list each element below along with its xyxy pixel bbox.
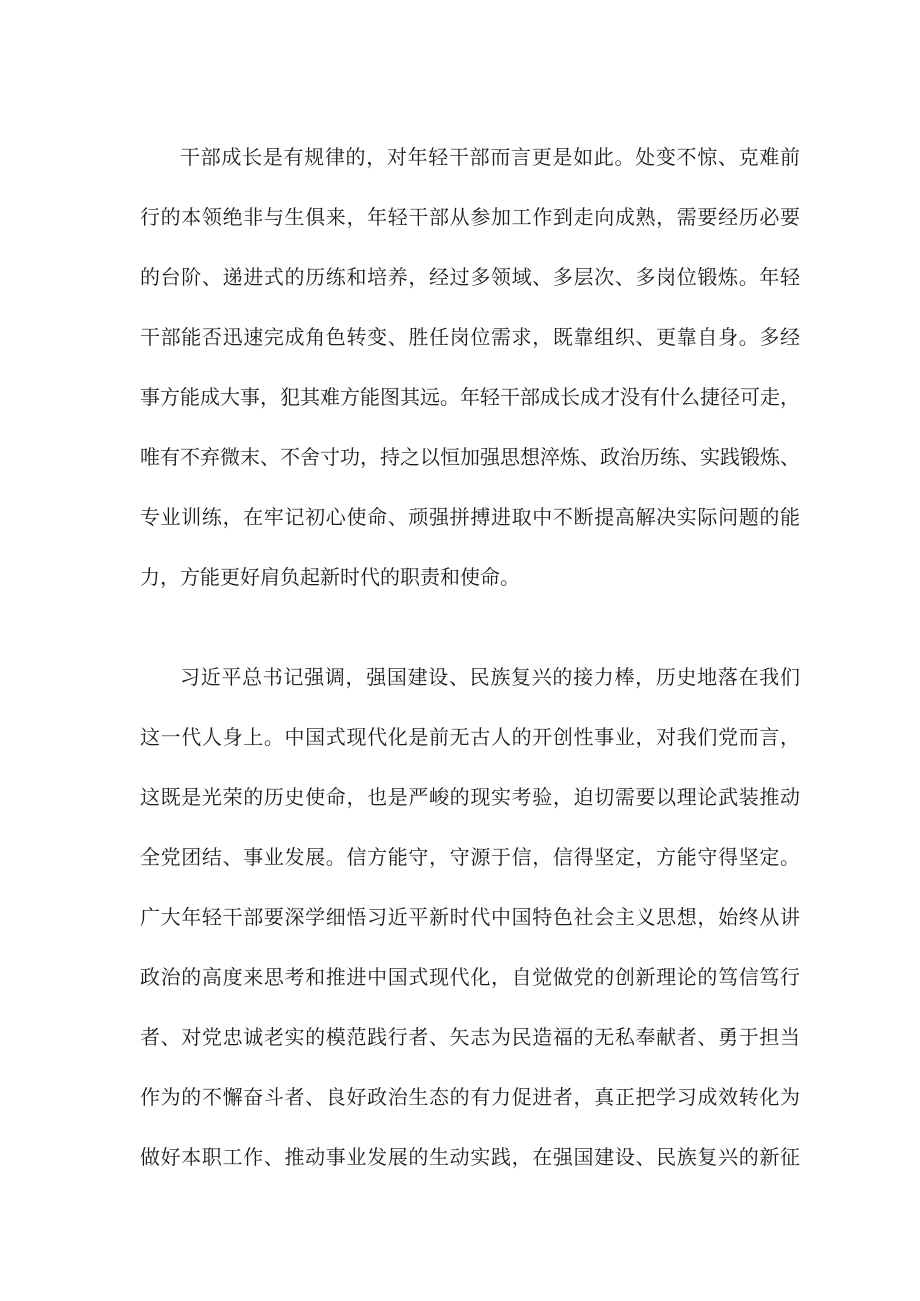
paragraph-line: 作为的不懈奋斗者、良好政治生态的有力促进者，真正把学习成效转化为 [140, 1085, 800, 1109]
paragraph-line: 者、对党忠诚老实的模范践行者、矢志为民造福的无私奉献者、勇于担当 [140, 1025, 800, 1049]
paragraph-line: 广大年轻干部要深学细悟习近平新时代中国特色社会主义思想，始终从讲 [140, 905, 800, 929]
paragraph-line: 这一代人身上。中国式现代化是前无古人的开创性事业，对我们党而言， [140, 725, 800, 749]
paragraph-line: 干部成长是有规律的，对年轻干部而言更是如此。处变不惊、克难前 [180, 145, 800, 169]
paragraph-line: 干部能否迅速完成角色转变、胜任岗位需求，既靠组织、更靠自身。多经 [140, 325, 800, 349]
paragraph-line: 唯有不弃微末、不舍寸功，持之以恒加强思想淬炼、政治历练、实践锻炼、 [140, 445, 800, 469]
paragraph-line: 力，方能更好肩负起新时代的职责和使命。 [140, 565, 520, 589]
paragraph-line: 做好本职工作、推动事业发展的生动实践，在强国建设、民族复兴的新征 [140, 1145, 800, 1169]
paragraph-line: 这既是光荣的历史使命，也是严峻的现实考验，迫切需要以理论武装推动 [140, 785, 800, 809]
paragraph-line: 全党团结、事业发展。信方能守，守源于信，信得坚定，方能守得坚定。 [140, 845, 800, 869]
paragraph-line: 的台阶、递进式的历练和培养，经过多领域、多层次、多岗位锻炼。年轻 [140, 265, 800, 289]
paragraph-line: 专业训练，在牢记初心使命、顽强拼搏进取中不断提高解决实际问题的能 [140, 505, 800, 529]
paragraph-line: 习近平总书记强调，强国建设、民族复兴的接力棒，历史地落在我们 [180, 665, 800, 689]
paragraph-line: 行的本领绝非与生俱来，年轻干部从参加工作到走向成熟，需要经历必要 [140, 205, 800, 229]
paragraph-line: 政治的高度来思考和推进中国式现代化，自觉做党的创新理论的笃信笃行 [140, 965, 800, 989]
paragraph-line: 事方能成大事，犯其难方能图其远。年轻干部成长成才没有什么捷径可走， [140, 385, 800, 409]
